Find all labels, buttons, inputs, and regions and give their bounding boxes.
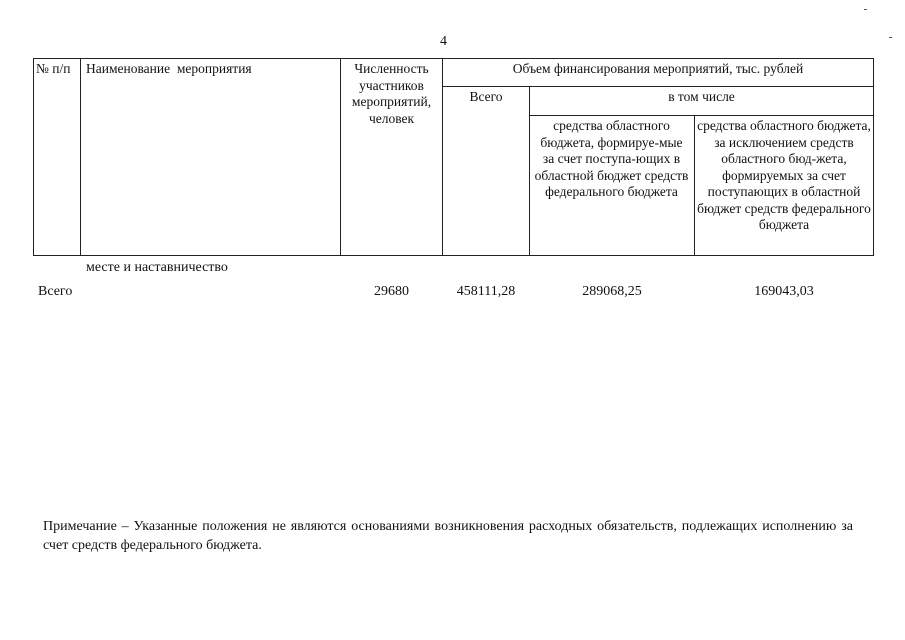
federal-col-divider <box>694 115 695 256</box>
total-col-divider <box>529 86 530 256</box>
total-amount: 458111,28 <box>456 284 516 299</box>
header-federal-part: средства областного бюджета, формируе-мые за счет поступа-ющих в областной бюджет средств федерального бюджета <box>534 118 689 199</box>
scan-mark <box>864 9 867 10</box>
total-federal-part: 289068,25 <box>582 284 642 299</box>
continued-row-text: месте и наставничество <box>86 260 228 275</box>
num-col-divider <box>80 58 81 256</box>
table-right-border <box>873 58 874 256</box>
total-regional-part: 169043,03 <box>754 284 814 299</box>
participants-col-divider <box>442 58 443 256</box>
table-header-bottom <box>33 255 873 256</box>
financing-divider <box>442 86 873 87</box>
table-left-border <box>33 58 34 256</box>
including-divider <box>529 115 873 116</box>
header-name: Наименование мероприятия <box>86 61 252 76</box>
header-including: в том числе <box>668 89 735 104</box>
header-participants: Численность участников мероприятий, человек <box>351 61 432 126</box>
table-top-border <box>33 58 873 59</box>
page-number: 4 <box>440 34 447 49</box>
header-regional-part: средства областного бюджета, за исключением средств областного бюд-жета, формируемых за счет поступающих в областной бюджет средств федерального бюджета <box>697 118 871 232</box>
scan-mark <box>889 37 892 38</box>
total-participants: 29680 <box>374 284 409 299</box>
total-label: Всего <box>38 284 73 299</box>
footnote: Примечание – Указанные положения не являются основаниями возникновения расходных обязательств, подлежащих исполнению за счет средств федерального бюджета. <box>43 519 853 553</box>
name-col-divider <box>340 58 341 256</box>
header-total: Всего <box>469 89 503 104</box>
header-num: № п/п <box>36 61 71 76</box>
header-financing: Объем финансирования мероприятий, тыс. рублей <box>512 61 804 76</box>
